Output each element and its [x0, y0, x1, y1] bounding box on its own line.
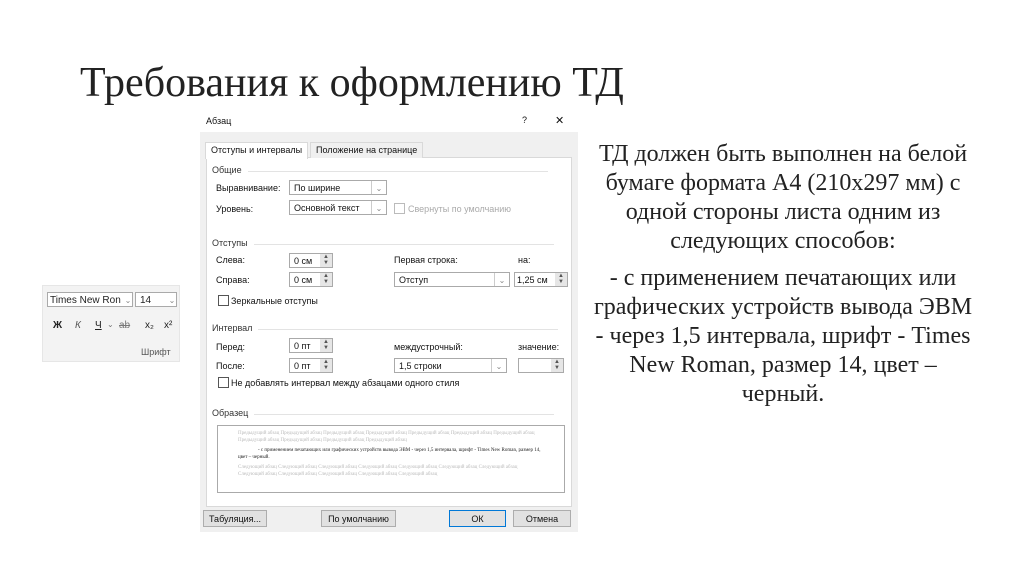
font-size: 14 — [140, 295, 152, 306]
spinner-icon[interactable]: ▲ ▼ — [555, 273, 567, 286]
dialog-title: Абзац — [206, 116, 232, 126]
italic-button[interactable]: К — [75, 320, 81, 331]
tab-indents-spacing[interactable]: Отступы и интервалы — [205, 142, 308, 159]
tab-line-page-breaks[interactable]: Положение на странице — [310, 142, 423, 158]
underline-button[interactable]: Ч — [95, 320, 102, 331]
bold-button[interactable]: Ж — [53, 320, 63, 331]
preview-previous: Предыдущий абзац Предыдущий абзац Предыдущий абзац Предыдущий абзац Предыдущий абзац Предыдущий абзац Предыдущий абзац Предыдущий абзац Предыдущий абзац Предыдущий абзац Предыдущий абзац — [238, 431, 535, 443]
spinner-icon[interactable]: ▲ ▼ — [320, 339, 332, 352]
value-label: значение: — [518, 342, 560, 352]
slide-body — [590, 140, 976, 417]
spinner-icon[interactable]: ▲ ▼ — [551, 359, 563, 372]
paragraph: - с применением печатающих или графических устройств вывода ЭВМ - через 1,5 интервала, шрифт - Times New Roman, размер 14, цвет – черный. — [593, 265, 973, 407]
no-add-spacing-label: Не добавлять интервал между абзацами одного стиля — [231, 378, 460, 388]
alignment-label: Выравнивание: — [216, 183, 281, 193]
right-indent-input[interactable] — [289, 272, 333, 287]
close-button[interactable]: ✕ — [555, 115, 565, 127]
by-label: на: — [518, 255, 531, 265]
ok-button[interactable]: ОК — [449, 510, 506, 527]
tabs-button[interactable]: Табуляция... — [203, 510, 267, 527]
sample-preview — [217, 425, 565, 493]
line-spacing-label: междустрочный: — [394, 342, 463, 352]
level-label: Уровень: — [216, 204, 254, 214]
section-spacing: Интервал — [212, 323, 253, 333]
cancel-button[interactable]: Отмена — [513, 510, 571, 527]
group-label: Шрифт — [141, 347, 171, 357]
chevron-down-icon: ⌄ — [494, 273, 509, 286]
preview-current: - с применением печатающих или графических устройств вывода ЭВМ - через 1,5 интервала, шрифт - Times New Roman, размер 14, цвет – черный. — [238, 448, 541, 460]
no-add-spacing-checkbox[interactable] — [218, 377, 229, 388]
spinner-icon[interactable]: ▲ ▼ — [320, 273, 332, 286]
strikethrough-button[interactable]: ab — [119, 320, 131, 331]
left-indent-input[interactable] — [289, 253, 333, 268]
left-indent-value: 0 см — [294, 256, 313, 266]
mirror-indents-label: Зеркальные отступы — [231, 296, 318, 306]
before-label: Перед: — [216, 342, 246, 352]
level-select[interactable] — [289, 200, 387, 215]
alignment-value: По ширине — [294, 183, 341, 193]
level-value: Основной текст — [294, 203, 360, 213]
before-input[interactable] — [289, 338, 333, 353]
first-line-label: Первая строка: — [394, 255, 458, 265]
paragraph-dialog — [200, 110, 578, 532]
after-label: После: — [216, 361, 245, 371]
line-spacing-select[interactable] — [394, 358, 507, 373]
chevron-down-icon: ⌄ — [491, 359, 506, 372]
collapsed-checkbox[interactable] — [394, 203, 405, 214]
superscript-button[interactable]: x² — [164, 320, 173, 331]
after-value: 0 пт — [294, 361, 311, 371]
slide-title: Требования к оформлению ТД — [80, 60, 624, 106]
right-indent-value: 0 см — [294, 275, 313, 285]
chevron-down-icon[interactable]: ⌄ — [107, 320, 114, 329]
section-general: Общие — [212, 165, 242, 175]
font-panel — [42, 285, 180, 362]
chevron-down-icon: ⌄ — [371, 181, 386, 194]
left-indent-label: Слева: — [216, 255, 245, 265]
before-value: 0 пт — [294, 341, 311, 351]
font-name-combo[interactable] — [47, 292, 133, 307]
by-value: 1,25 см — [517, 275, 548, 285]
subscript-button[interactable]: x₂ — [145, 320, 154, 331]
line-spacing-value: 1,5 строки — [399, 361, 442, 371]
right-indent-label: Справа: — [216, 275, 250, 285]
alignment-select[interactable] — [289, 180, 387, 195]
first-line-by-input[interactable] — [514, 272, 568, 287]
spinner-icon[interactable]: ▲ ▼ — [320, 254, 332, 267]
font-size-combo[interactable] — [135, 292, 177, 307]
chevron-down-icon: ⌄ — [371, 201, 386, 214]
section-indent: Отступы — [212, 238, 248, 248]
first-line-value: Отступ — [399, 275, 429, 285]
font-name: Times New Ron — [50, 295, 121, 306]
help-button[interactable]: ? — [522, 115, 528, 125]
mirror-indents-checkbox[interactable] — [218, 295, 229, 306]
line-value-input[interactable] — [518, 358, 564, 373]
section-sample: Образец — [212, 408, 249, 418]
after-input[interactable] — [289, 358, 333, 373]
set-default-button[interactable]: По умолчанию — [321, 510, 396, 527]
chevron-down-icon: ⌄ — [168, 296, 176, 305]
first-line-select[interactable] — [394, 272, 510, 287]
spinner-icon[interactable]: ▲ ▼ — [320, 359, 332, 372]
collapsed-label: Свернуты по умолчанию — [408, 204, 512, 214]
chevron-down-icon: ⌄ — [124, 296, 132, 305]
preview-next: Следующий абзац Следующий абзац Следующий абзац Следующий абзац Следующий абзац Следующий абзац Следующий абзац Следующий абзац Следующий абзац Следующий абзац Следующий абзац Следующий абзац — [238, 465, 518, 477]
paragraph: ТД должен быть выполнен на белой бумаге формата А4 (210х297 мм) с одной стороны листа одним из следующих способов: — [598, 141, 968, 254]
